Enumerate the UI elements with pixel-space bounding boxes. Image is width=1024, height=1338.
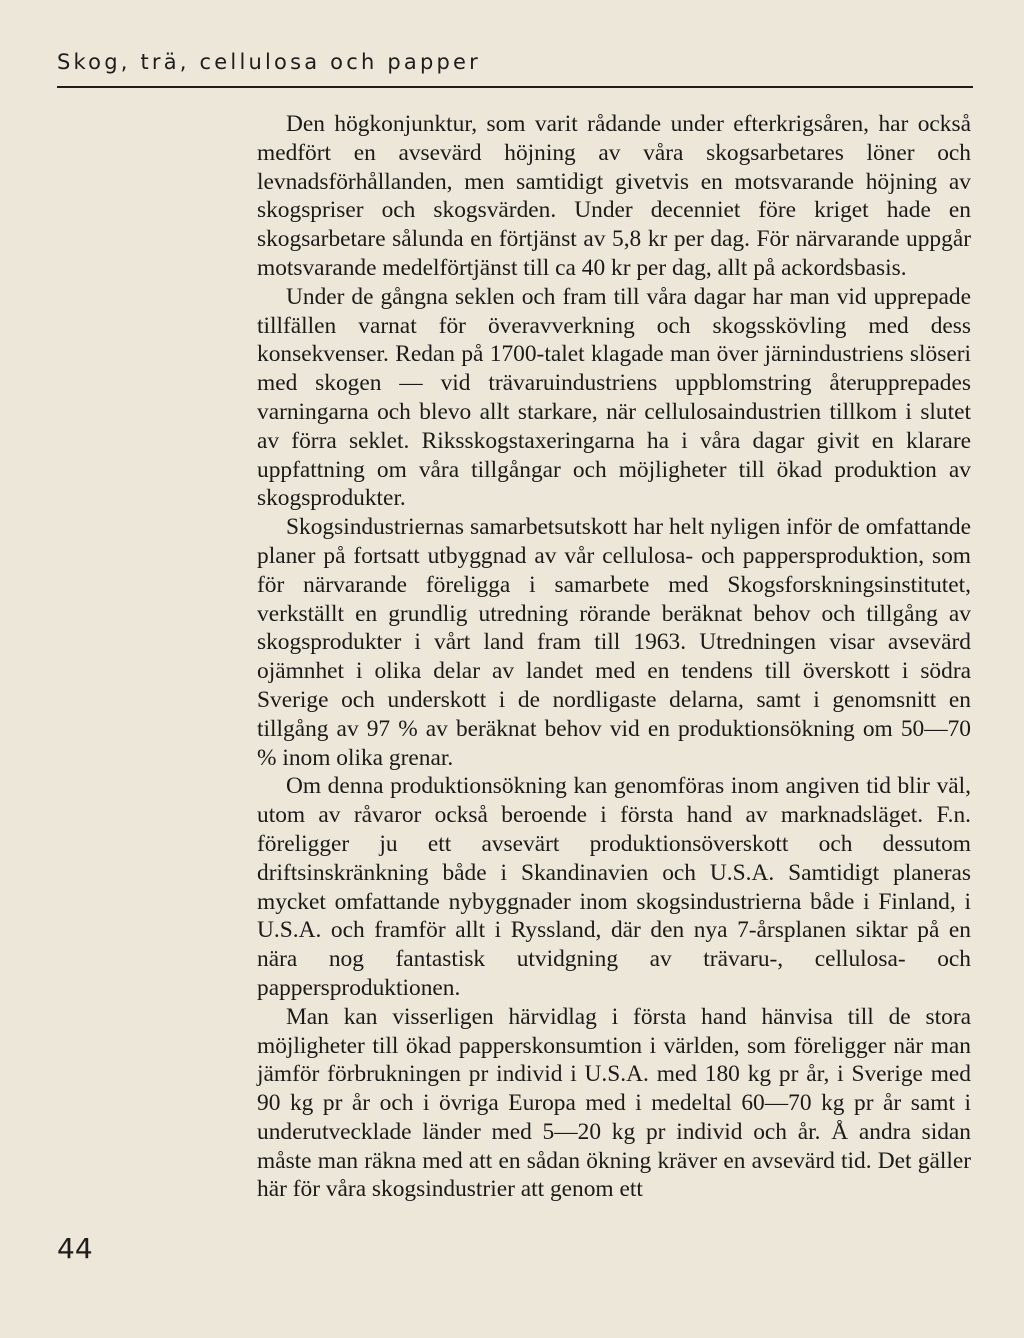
paragraph-2: Under de gångna seklen och fram till våra dagar har man vid upprepade tillfällen varnat för överavverkning och skogsskövling med dess konsekvenser. Redan på 1700-talet klagade man över järnindustriens slöseri med skogen — vid trävaruindustriens uppblomstring återupprepades varningarna och blevo allt starkare, när cellulosaindustrien tillkom i slutet av förra seklet. Riksskogstaxeringarna ha i våra dagar givit en klarare uppfattning om våra tillgångar och möjligheter till ökad produktion av skogsprodukter. (257, 283, 971, 512)
paragraph-4: Om denna produktionsökning kan genomföras inom angiven tid blir väl, utom av råvaror också beroende i första hand av marknadsläget. F.n. föreligger ju ett avsevärt produktionsöverskott och dessutom driftsinskränkning både i Skandinavien och U.S.A. Samtidigt planeras mycket omfattande nybyggnader inom skogsindustrierna både i Finland, i U.S.A. och framför allt i Ryssland, där den nya 7-årsplanen siktar på en nära nog fantastisk utvidgning av trävaru-, cellulosa- och pappersproduktionen. (257, 773, 971, 1001)
page-number: 44 (57, 1232, 93, 1265)
paragraph-5: Man kan visserligen härvidlag i första hand hänvisa till de stora möjligheter till ökad papperskonsumtion i världen, som föreligger när man jämför förbrukningen pr individ i U.S.A. med 180 kg pr år, i Sverige med 90 kg pr år och i övriga Europa med i medeltal 60—70 kg pr år samt i underutvecklade länder med 5—20 kg pr individ och år. Å andra sidan måste man räkna med att en sådan ökning kräver en avsevärd tid. Det gäller här för våra skogsindustrier att genom ett (257, 1003, 971, 1203)
paragraph-3: Skogsindustriernas samarbetsutskott har helt nyligen inför de omfattande planer på fortsatt utbyggnad av vår cellulosa- och pappersproduktion, som för närvarande föreligga i samarbete med Skogsforskningsinstitutet, verkställt en grundlig utredning rörande beräknat behov och tillgång av skogsprodukter i vårt land fram till 1963. Utredningen visar avsevärd ojämnhet i olika delar av landet med en tendens till överskott i södra Sverige och underskott i de nordligaste delarna, samt i genomsnitt en tillgång av 97 % av beräknat behov vid en produktionsökning om 50—70 % inom olika grenar. (257, 514, 971, 771)
header-rule (57, 86, 973, 88)
body-text (257, 110, 971, 1204)
paragraph-1: Den högkonjunktur, som varit rådande under efterkrigsåren, har också medfört en avsevärd höjning av våra skogsarbetares löner och levnadsförhållanden, men samtidigt givetvis en motsvarande höjning av skogspriser och skogsvärden. Under decenniet före kriget hade en skogsarbetare sålunda en förtjänst av 5,8 kr per dag. För närvarande uppgår motsvarande medelförtjänst till ca 40 kr per dag, allt på ackordsbasis. (257, 111, 971, 281)
running-header: Skog, trä, cellulosa och papper (57, 50, 481, 74)
